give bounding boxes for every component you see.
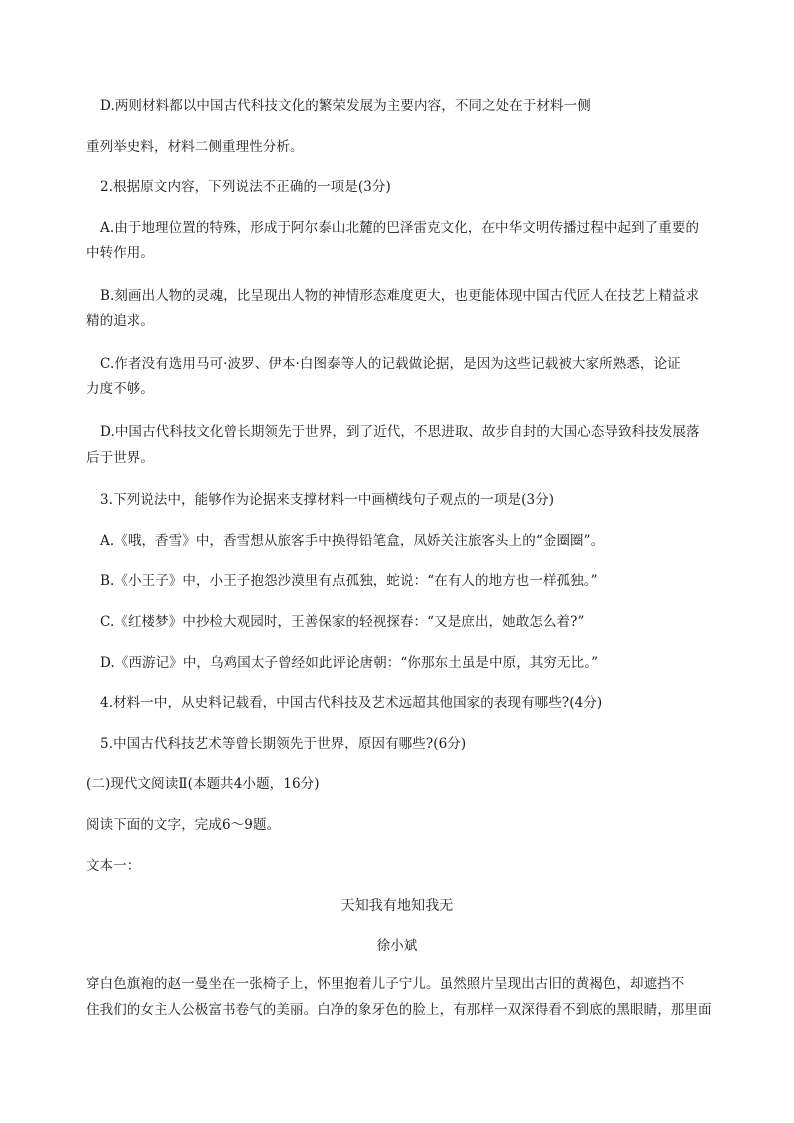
question-5: 5.中国古代科技艺术等曾长期领先于世界，原因有哪些?(6分) [100, 736, 467, 752]
option-d-q1-line2: 重列举史料，材料二侧重理性分析。 [86, 139, 304, 155]
article-author: 徐小斌 [376, 938, 418, 954]
article-title: 天知我有地知我无 [340, 898, 454, 914]
option-b-q2-line2: 精的追求。 [86, 313, 154, 329]
article-paragraph-line2: 住我们的女主人公极富书卷气的美丽。白净的象牙色的脸上，有那样一双深得看不到底的黑眼睛，那里面 [86, 1002, 712, 1018]
option-b-q3: B.《小王子》中，小王子抱怨沙漠里有点孤独，蛇说：“在有人的地方也一样孤独。” [100, 573, 598, 589]
option-a-q2-line2: 中转作用。 [86, 245, 154, 261]
question-4: 4.材料一中，从史料记载看，中国古代科技及艺术远超其他国家的表现有哪些?(4分) [100, 695, 603, 711]
option-d-q2-line1: D.中国古代科技文化曾长期领先于世界，到了近代，不思进取、故步自封的大国心态导致科技发展落 [100, 424, 700, 440]
option-d-q3: D.《西游记》中，乌鸡国太子曾经如此评论唐朝：“你那东土虽是中原，其穷无比。” [100, 655, 599, 671]
question-3: 3.下列说法中，能够作为论据来支撑材料一中画横线句子观点的一项是(3分) [100, 492, 555, 508]
option-c-q2-line1: C.作者没有选用马可·波罗、伊本·白图泰等人的记载做论据，是因为这些记载被大家所熟悉，论证 [100, 356, 681, 372]
article-paragraph-line1: 穿白色旗袍的赵一曼坐在一张椅子上，怀里抱着儿子宁儿。虽然照片呈现出古旧的黄褐色，却遮挡不 [86, 976, 685, 992]
option-c-q2-line2: 力度不够。 [86, 381, 154, 397]
section-heading: (二)现代文阅读Ⅱ(本题共4小题，16分) [86, 776, 320, 792]
option-a-q3: A.《哦，香雪》中，香雪想从旅客手中换得铅笔盒，凤娇关注旅客头上的“金圈圈”。 [100, 533, 605, 549]
option-a-q2-line1: A.由于地理位置的特殊，形成于阿尔泰山北麓的巴泽雷克文化，在中华文明传播过程中起到了重要的 [100, 220, 700, 236]
option-d-q1-line1: D.两则材料都以中国古代科技文化的繁荣发展为主要内容，不同之处在于材料一侧 [100, 98, 591, 114]
option-d-q2-line2: 后于世界。 [86, 450, 154, 466]
reading-instruction: 阅读下面的文字，完成6～9题。 [86, 817, 281, 833]
option-b-q2-line1: B.刻画出人物的灵魂，比呈现出人物的神情形态难度更大，也更能体现中国古代匠人在技艺上精益求 [100, 288, 700, 304]
question-2: 2.根据原文内容，下列说法不正确的一项是(3分) [100, 179, 391, 195]
text-one-label: 文本一： [86, 858, 141, 874]
option-c-q3: C.《红楼梦》中抄检大观园时，王善保家的轻视探春：“又是庶出，她敢怎么着?” [100, 614, 585, 630]
